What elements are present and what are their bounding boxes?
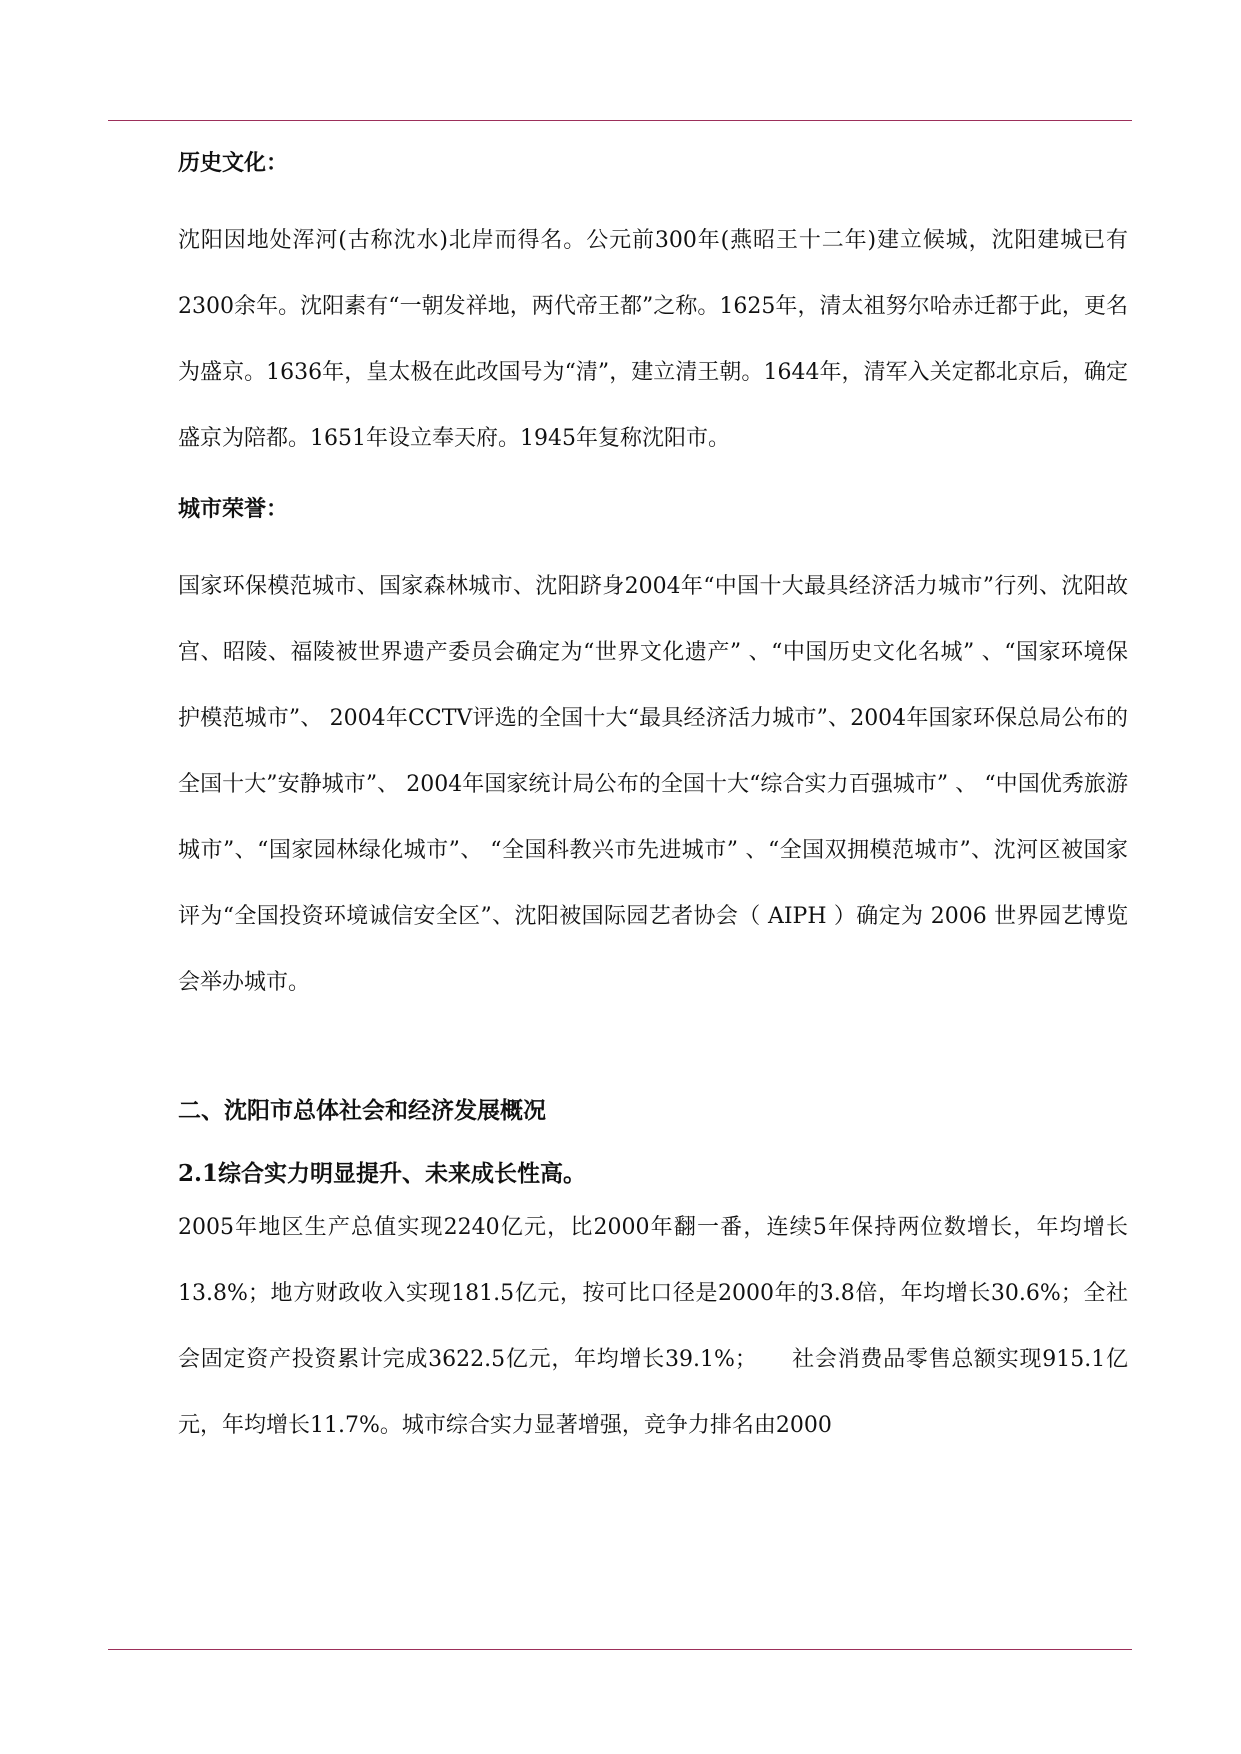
section-2-1-paragraph: 2005年地区生产总值实现2240亿元，比2000年翻一番，连续5年保持两位数增长，年均增长13.8%；地方财政收入实现181.5亿元，按可比口径是2000年的3.8倍，年均增长30.6%；全社会固定资产投资累计完成3622.5亿元，年均增长39.1%； 社会消费品零售总额实现915.1亿元，年均增长11.7%。城市综合实力显著增强，竞争力排名由2000 xyxy=(178,1215,1128,1438)
document-body xyxy=(178,138,1128,1459)
history-heading: 历史文化： xyxy=(178,150,289,176)
header-rule xyxy=(108,120,1132,121)
section-2-1-heading: 2.1综合实力明显提升、未来成长性高。 xyxy=(178,1160,587,1187)
honors-heading: 城市荣誉： xyxy=(178,496,289,522)
honors-paragraph: 国家环保模范城市、国家森林城市、沈阳跻身2004年“中国十大最具经济活力城市”行列、沈阳故宫、昭陵、福陵被世界遗产委员会确定为“世界文化遗产” 、“中国历史文化名城” 、“国家环境保护模范城市”、 2004年CCTV评选的全国十大“最具经济活力城市”、2004年国家环保总局公布的全国十大”安静城市”、 2004年国家统计局公布的全国十大“综合实力百强城市” 、 “中国优秀旅游城市”、“国家园林绿化城市”、 “全国科教兴市先进城市” 、“全国双拥模范城市”、沈河区被国家评为“全国投资环境诚信安全区”、沈阳被国际园艺者协会（ AIPH ）确定为 2006 世界园艺博览会举办城市。 xyxy=(178,574,1128,995)
history-paragraph: 沈阳因地处浑河(古称沈水)北岸而得名。公元前300年(燕昭王十二年)建立候城，沈阳建城已有2300余年。沈阳素有“一朝发祥地，两代帝王都”之称。1625年，清太祖努尔哈赤迁都于此，更名为盛京。1636年，皇太极在此改国号为“清”，建立清王朝。1644年，清军入关定都北京后，确定盛京为陪都。1651年设立奉天府。1945年复称沈阳市。 xyxy=(178,228,1128,451)
section-2-heading: 二、沈阳市总体社会和经济发展概况 xyxy=(178,1097,546,1124)
footer-rule xyxy=(108,1649,1132,1650)
